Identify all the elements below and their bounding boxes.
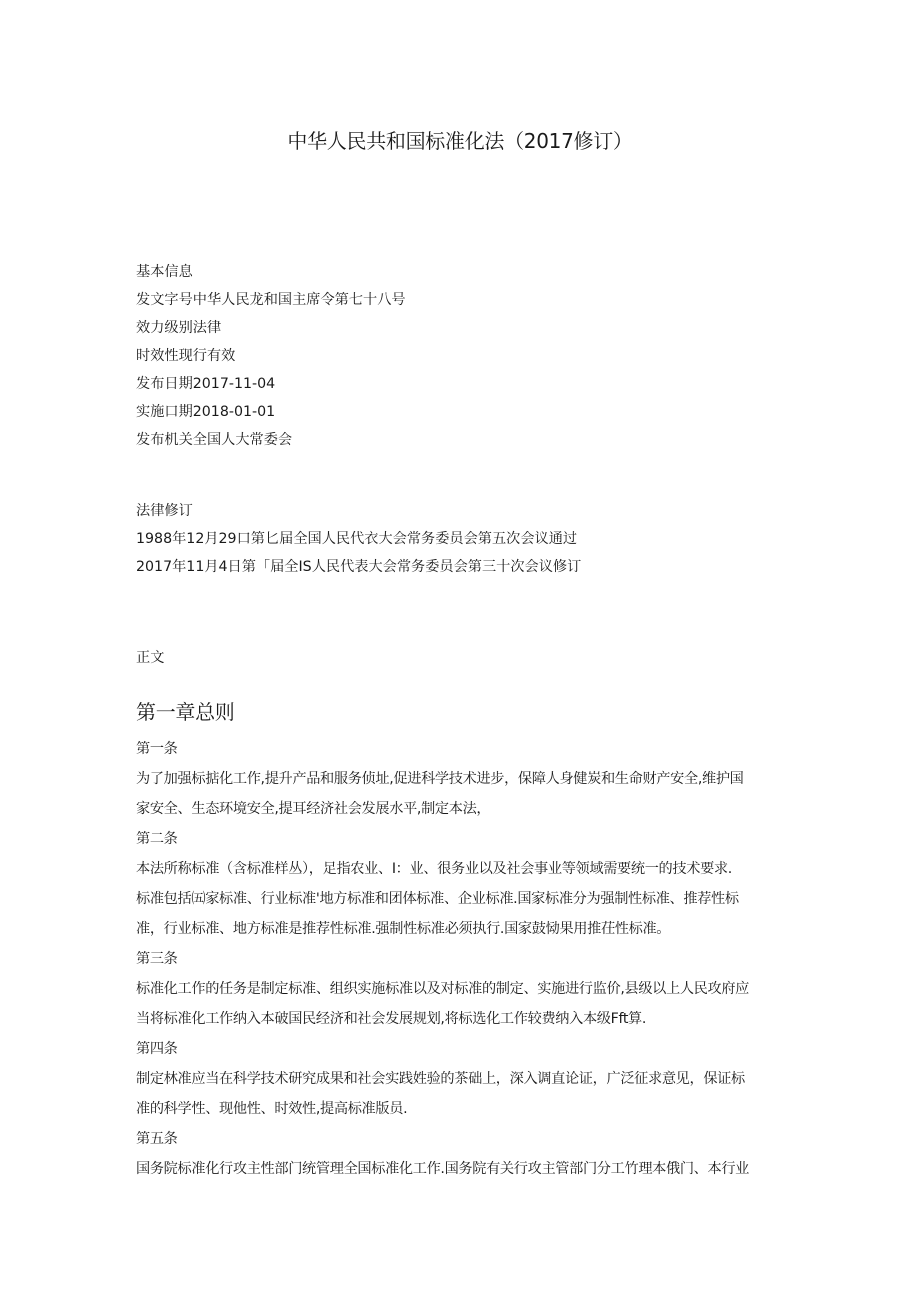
doc-number-line: 发文字号中华人民龙和国主席令第七十八号	[136, 292, 406, 308]
articles-section	[136, 734, 796, 1184]
article-text-line: 本法所称标准（含标准样丛），足指农业、I：业、很务业以及社会事业等领域需要统一的技术要求.	[136, 861, 732, 877]
article-1	[136, 734, 796, 824]
article-heading: 第一条	[136, 741, 178, 757]
article-4	[136, 1034, 796, 1124]
article-text-line: 当将标准化工作纳入本破国民经济和社会发展规划,将标选化工作较费纳入本级Fft算.	[136, 1011, 647, 1027]
publish-date-line: 发布日期2017-11-04	[136, 376, 276, 392]
body-label: 正文	[136, 650, 165, 666]
validity-line: 时效性现行有效	[136, 348, 236, 364]
effect-level-line: 效力级别法律	[136, 320, 222, 336]
article-heading: 第三条	[136, 951, 178, 967]
article-text-line: 准，行业标准、地方标准是推荐性标准.强制性标准必须执行.国家鼓恸果用推茌性标准。	[136, 921, 671, 937]
article-text-line: 国务院标准化行攻主性部门统管理全国标准化工作.国务院有关行攻主管部门分工竹理本俄门、本行业	[136, 1161, 750, 1177]
basic-info-heading: 基本信息	[136, 264, 193, 280]
chapter-heading: 第一章总则	[136, 700, 235, 724]
article-text-line: 家安全、生态环境安全,提耳经济社会发展水平,制定本法，	[136, 801, 491, 817]
amendment-line-2017: 2017年11月4日第「届全IS人民代表大会常务委员会第三十次会议修订	[136, 559, 582, 575]
body-section-label	[136, 644, 796, 672]
document-title: 中华人民共和国标准化法（2017修订）	[287, 129, 633, 153]
amendment-line-1988: 1988年12月29口第匕届全国人民代衣大会常务委员会第五次会议通过	[136, 531, 578, 547]
article-text-line: 为了加强标掂化工作,提升产品和服务侦址,促进科学技术进步，保障人身健炭和生命财产安全,维护国	[136, 771, 744, 787]
amendments-section	[136, 497, 796, 581]
article-2	[136, 824, 796, 944]
issuing-authority-line: 发布机关全国人大常委会	[136, 432, 293, 448]
article-heading: 第五条	[136, 1131, 178, 1147]
article-text-line: 标准化工作的任务是制定标准、组织实施标准以及对标准的制定、实施进行监价,县级以上人民攻府应	[136, 981, 750, 997]
article-heading: 第四条	[136, 1041, 178, 1057]
article-text-line: 制定林准应当在科学技术研究成果和社会实践姓验的茶础上，深入调直论证，广泛征求意见，保证标	[136, 1071, 745, 1087]
article-text-line: 准的科学性、现他性、时效性,提高标准版员.	[136, 1101, 408, 1117]
article-5	[136, 1124, 796, 1184]
effective-date-line: 实施口期2018-01-01	[136, 404, 276, 420]
article-heading: 第二条	[136, 831, 178, 847]
basic-info-section	[136, 258, 796, 454]
article-text-line: 标准包括㈤家标准、行业标准'地方标准和团体标准、企业标准.国家标准分为强制性标准、推荐性标	[136, 891, 739, 907]
amendments-heading: 法律修订	[136, 503, 193, 519]
article-3	[136, 944, 796, 1034]
